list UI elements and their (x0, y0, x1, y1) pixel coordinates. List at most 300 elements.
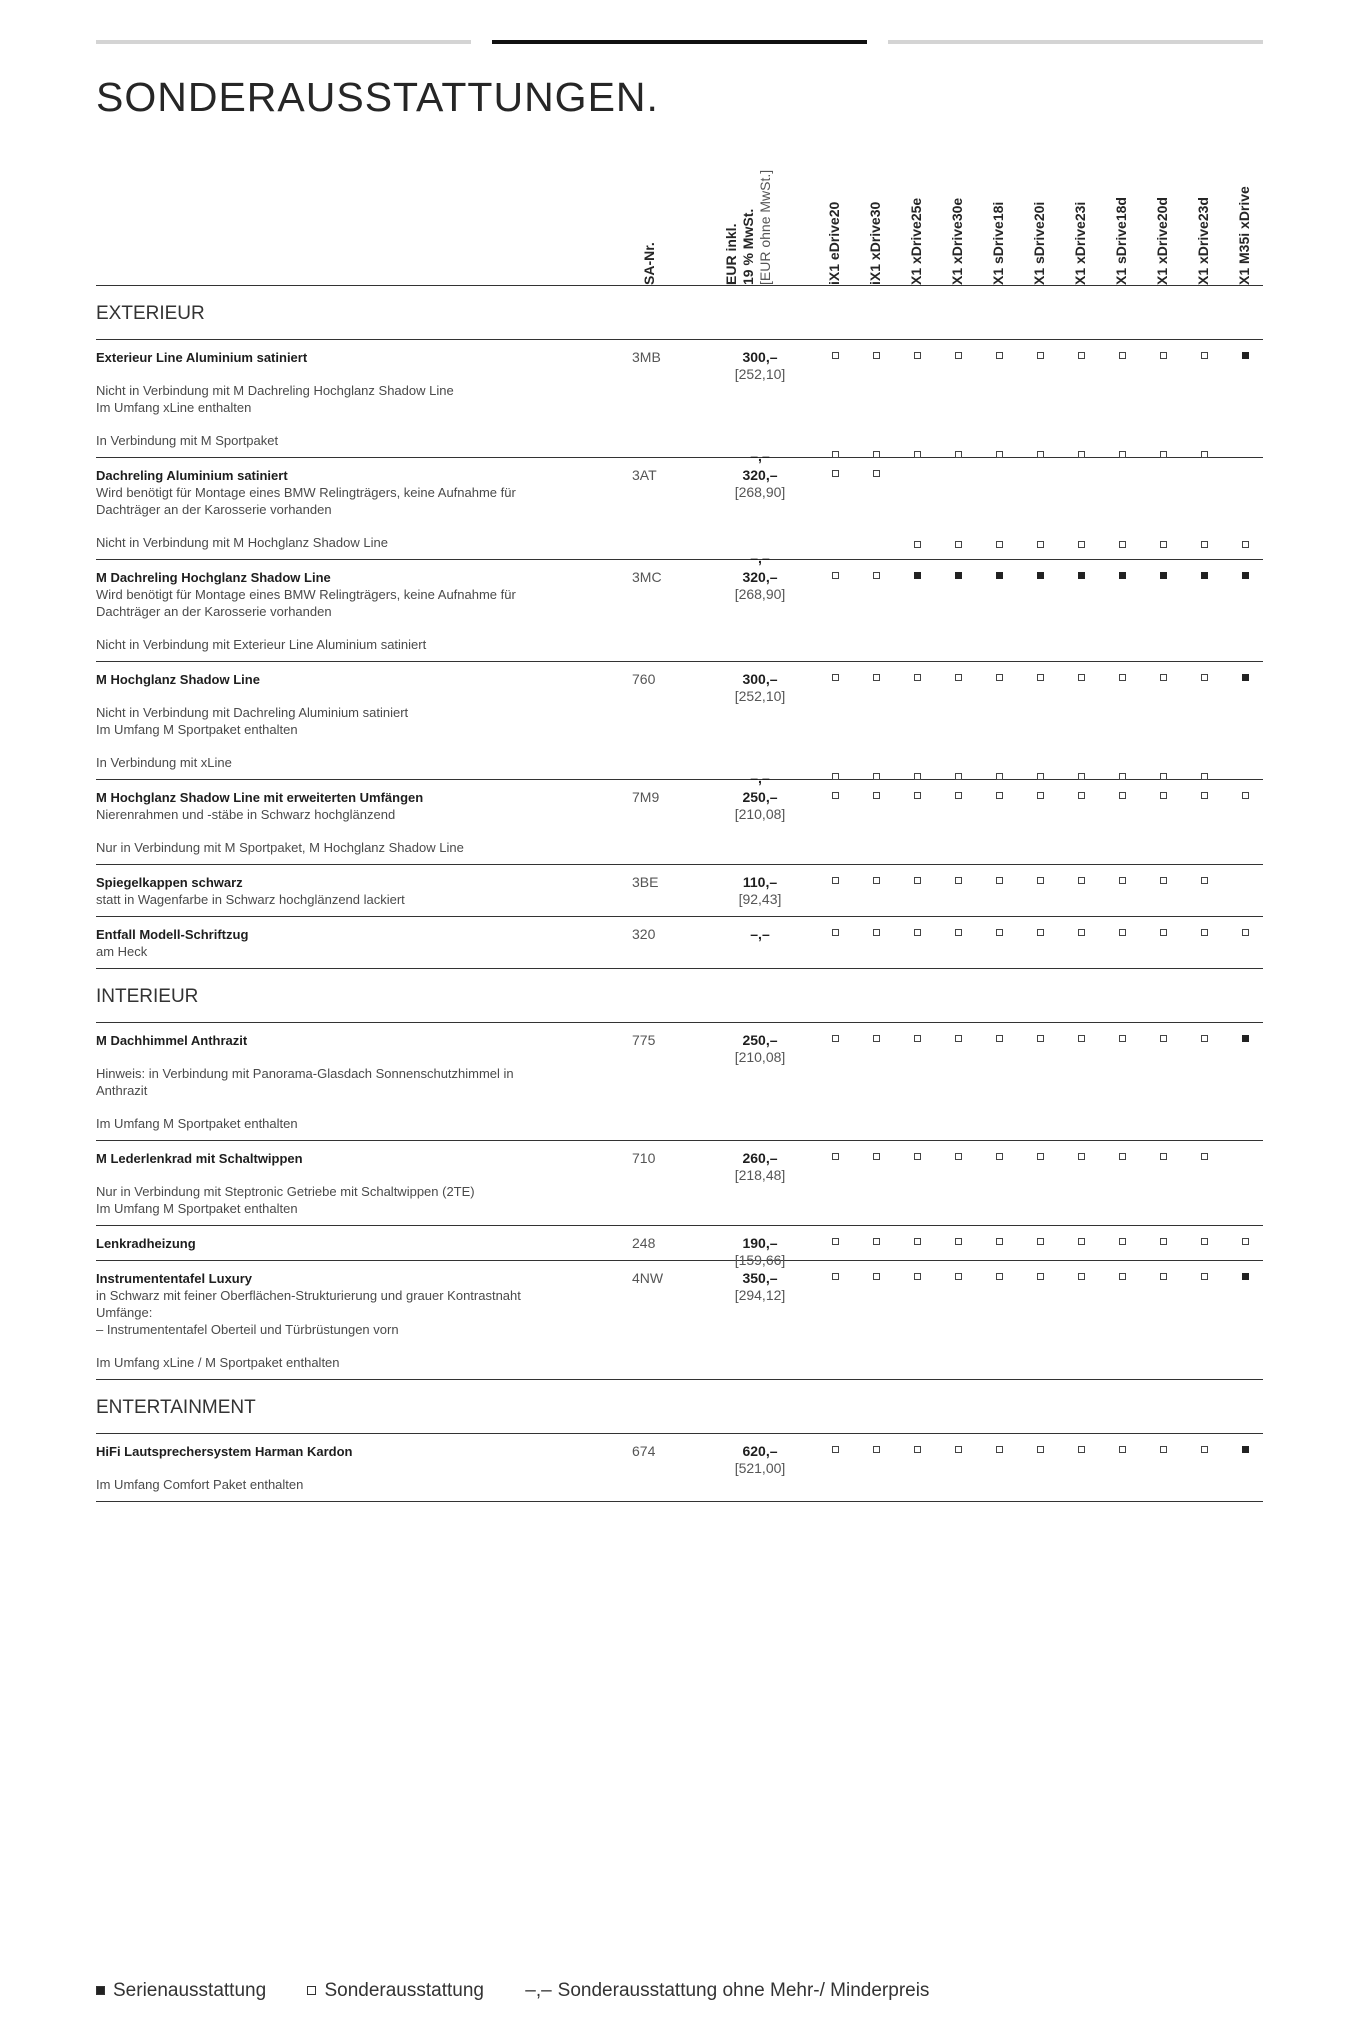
optional-marker (832, 572, 839, 579)
standard-marker (1242, 1273, 1249, 1280)
table-body (96, 286, 1263, 1502)
optional-marker (955, 877, 962, 884)
option-note: statt in Wagenfarbe in Schwarz hochglänzend lackiert (96, 892, 405, 907)
optional-marker (955, 674, 962, 681)
option-note: Im Umfang Comfort Paket enthalten (96, 1477, 304, 1492)
option-row (96, 865, 1263, 917)
option-subrow (96, 1443, 1263, 1493)
option-row (96, 662, 1263, 786)
price-gross: –,– (750, 550, 770, 566)
optional-marker (996, 773, 1003, 780)
optional-marker (1201, 1153, 1208, 1160)
optional-marker (1160, 792, 1167, 799)
optional-marker (996, 1446, 1003, 1453)
optional-marker-icon (307, 1986, 316, 1995)
optional-marker (1037, 1153, 1044, 1160)
optional-marker (1119, 1273, 1126, 1280)
price-cell (712, 1032, 808, 1066)
optional-marker (873, 1273, 880, 1280)
optional-marker (914, 1035, 921, 1042)
section-title: EXTERIEUR (96, 286, 1263, 340)
optional-marker (832, 1446, 839, 1453)
optional-marker (1078, 773, 1085, 780)
optional-marker (1160, 877, 1167, 884)
optional-marker (873, 470, 880, 477)
optional-marker (832, 877, 839, 884)
standard-marker (1037, 572, 1044, 579)
optional-marker (996, 1035, 1003, 1042)
page-title: SONDERAUSSTATTUNGEN. (96, 74, 659, 120)
optional-marker (1160, 1238, 1167, 1245)
optional-marker (1078, 1153, 1085, 1160)
option-subrow (96, 432, 1263, 464)
optional-marker (955, 792, 962, 799)
optional-marker (1119, 1035, 1126, 1042)
standard-marker (1242, 1035, 1249, 1042)
optional-marker (1037, 674, 1044, 681)
optional-marker (996, 352, 1003, 359)
optional-marker (873, 451, 880, 458)
option-subrow (96, 1032, 1263, 1132)
option-row (96, 780, 1263, 865)
header-price-line1: EUR inkl. (723, 223, 739, 285)
price-cell (712, 349, 808, 383)
standard-marker-icon (96, 1986, 105, 1995)
price-gross: 250,– (742, 1032, 778, 1048)
legend-no-charge: –,– Sonderausstattung ohne Mehr-/ Minderpreis (525, 1980, 930, 2001)
option-name: HiFi Lautsprechersystem Harman Kardon (96, 1444, 353, 1459)
optional-marker (955, 773, 962, 780)
price-gross: 350,– (742, 1270, 778, 1286)
option-row (96, 1141, 1263, 1226)
header-model: X1 sDrive18d (1113, 197, 1129, 285)
option-row (96, 1023, 1263, 1141)
price-gross: 320,– (742, 467, 778, 483)
optional-marker (914, 352, 921, 359)
header-model: X1 sDrive20i (1031, 201, 1047, 285)
price-gross: 300,– (742, 349, 778, 365)
price-gross: 250,– (742, 789, 778, 805)
header-model: X1 sDrive18i (990, 201, 1006, 285)
standard-marker (996, 572, 1003, 579)
optional-marker (914, 1446, 921, 1453)
option-note: Wird benötigt für Montage eines BMW Relingträgers, keine Aufnahme für (96, 587, 516, 602)
sa-code: 7M9 (632, 789, 660, 805)
optional-marker (873, 1153, 880, 1160)
optional-marker (873, 877, 880, 884)
option-name: M Hochglanz Shadow Line mit erweiterten Umfängen (96, 790, 424, 805)
option-note: Im Umfang M Sportpaket enthalten (96, 722, 298, 737)
option-row (96, 340, 1263, 464)
option-note: in Schwarz mit feiner Oberflächen-Strukturierung und grauer Kontrastnaht (96, 1288, 521, 1303)
optional-marker (1119, 451, 1126, 458)
standard-marker (1242, 674, 1249, 681)
optional-marker (1201, 1238, 1208, 1245)
optional-marker (1037, 773, 1044, 780)
optional-marker (1160, 1153, 1167, 1160)
option-note: Nierenrahmen und -stäbe in Schwarz hochglänzend (96, 807, 396, 822)
sa-code: 710 (632, 1150, 656, 1166)
optional-marker (955, 1446, 962, 1453)
header-model: X1 xDrive23i (1072, 201, 1088, 285)
option-note: Umfänge: (96, 1305, 153, 1320)
optional-marker (1201, 1446, 1208, 1453)
optional-marker (873, 1446, 880, 1453)
option-note: Wird benötigt für Montage eines BMW Relingträgers, keine Aufnahme für (96, 485, 516, 500)
price-net: [218,48] (734, 1167, 786, 1183)
header-model-cell (1154, 140, 1174, 285)
option-note: Nur in Verbindung mit Steptronic Getriebe mit Schaltwippen (2TE) (96, 1184, 475, 1199)
optional-marker (1037, 541, 1044, 548)
option-note: am Heck (96, 944, 148, 959)
price-net: [210,08] (734, 806, 786, 822)
sa-code: 248 (632, 1235, 656, 1251)
optional-marker (1119, 352, 1126, 359)
option-row (96, 560, 1263, 662)
optional-marker (1160, 674, 1167, 681)
option-name: Entfall Modell-Schriftzug (96, 927, 249, 942)
optional-marker (832, 1035, 839, 1042)
option-note: Nicht in Verbindung mit M Hochglanz Shadow Line (96, 535, 388, 550)
optional-marker (955, 451, 962, 458)
option-subrow (96, 1150, 1263, 1217)
price-cell (712, 1150, 808, 1184)
optional-marker (1078, 877, 1085, 884)
header-sa-nr: SA-Nr. (641, 242, 657, 285)
option-name: M Dachhimmel Anthrazit (96, 1033, 248, 1048)
option-note: Nicht in Verbindung mit Exterieur Line Aluminium satiniert (96, 637, 427, 652)
optional-marker (996, 451, 1003, 458)
optional-marker (1201, 352, 1208, 359)
optional-marker (873, 352, 880, 359)
optional-marker (1078, 541, 1085, 548)
price-cell (712, 671, 808, 705)
options-table (96, 140, 1263, 1502)
optional-marker (914, 541, 921, 548)
price-net: [92,43] (738, 891, 782, 907)
option-subrow (96, 789, 1263, 856)
price-net: [268,90] (734, 484, 786, 500)
optional-marker (1201, 929, 1208, 936)
option-note: Im Umfang M Sportpaket enthalten (96, 1201, 298, 1216)
sa-code: 3BE (632, 874, 659, 890)
optional-marker (996, 541, 1003, 548)
option-note: Dachträger an der Karosserie vorhanden (96, 604, 332, 619)
standard-marker (1201, 572, 1208, 579)
optional-marker (914, 1273, 921, 1280)
optional-marker (1201, 1273, 1208, 1280)
price-gross: 260,– (742, 1150, 778, 1166)
optional-marker (1160, 929, 1167, 936)
optional-marker (955, 352, 962, 359)
optional-marker (1160, 541, 1167, 548)
price-cell (712, 1270, 808, 1304)
option-subrow (96, 349, 1263, 416)
optional-marker (832, 792, 839, 799)
option-row (96, 1434, 1263, 1502)
price-cell (712, 569, 808, 603)
price-gross: 300,– (742, 671, 778, 687)
price-gross: 320,– (742, 569, 778, 585)
optional-marker (1078, 1273, 1085, 1280)
optional-marker (873, 572, 880, 579)
option-row (96, 458, 1263, 566)
optional-marker (996, 1273, 1003, 1280)
optional-marker (832, 470, 839, 477)
header-model-cell (867, 140, 887, 285)
header-model-cell (1031, 140, 1051, 285)
option-subrow (96, 467, 1263, 518)
optional-marker (1037, 1273, 1044, 1280)
option-note: Im Umfang xLine enthalten (96, 400, 252, 415)
header-price-cell (723, 140, 773, 285)
header-sa-nr-cell (641, 140, 661, 285)
option-subrow (96, 1270, 1263, 1371)
optional-marker (914, 1153, 921, 1160)
optional-marker (955, 929, 962, 936)
optional-marker (914, 674, 921, 681)
option-note: Nicht in Verbindung mit M Dachreling Hochglanz Shadow Line (96, 383, 454, 398)
optional-marker (873, 674, 880, 681)
optional-marker (914, 877, 921, 884)
standard-marker (1242, 352, 1249, 359)
optional-marker (1078, 1238, 1085, 1245)
optional-marker (832, 674, 839, 681)
header-price-line3: [EUR ohne MwSt.] (757, 169, 773, 285)
optional-marker (1160, 451, 1167, 458)
header-model: X1 xDrive23d (1195, 197, 1211, 285)
option-subrow (96, 569, 1263, 653)
option-note: In Verbindung mit xLine (96, 755, 232, 770)
option-note: In Verbindung mit M Sportpaket (96, 433, 279, 448)
price-net: [268,90] (734, 586, 786, 602)
optional-marker (1078, 929, 1085, 936)
option-row (96, 1226, 1263, 1268)
optional-marker (1160, 1035, 1167, 1042)
header-model: X1 xDrive30e (949, 197, 965, 285)
optional-marker (1078, 1446, 1085, 1453)
optional-marker (832, 1273, 839, 1280)
price-gross: 620,– (742, 1443, 778, 1459)
sa-code: 674 (632, 1443, 656, 1459)
optional-marker (1242, 929, 1249, 936)
header-model-cell (1236, 140, 1256, 285)
optional-marker (1119, 1238, 1126, 1245)
optional-marker (1119, 792, 1126, 799)
price-net: [521,00] (734, 1460, 786, 1476)
option-name: Lenkradheizung (96, 1236, 196, 1251)
optional-marker (914, 929, 921, 936)
optional-marker (873, 1238, 880, 1245)
price-net: [252,10] (734, 366, 786, 382)
optional-marker (1037, 352, 1044, 359)
optional-marker (996, 1153, 1003, 1160)
standard-marker (914, 572, 921, 579)
sa-code: 3MC (632, 569, 662, 585)
optional-marker (1078, 1035, 1085, 1042)
option-subrow (96, 671, 1263, 738)
sa-code: 3AT (632, 467, 657, 483)
legend (96, 1980, 965, 2002)
price-cell (712, 789, 808, 823)
header-model: X1 M35i xDrive (1236, 186, 1252, 285)
standard-marker (955, 572, 962, 579)
optional-marker (955, 541, 962, 548)
optional-marker (996, 1238, 1003, 1245)
optional-marker (1119, 1153, 1126, 1160)
sa-code: 775 (632, 1032, 656, 1048)
option-note: Nicht in Verbindung mit Dachreling Aluminium satiniert (96, 705, 409, 720)
sa-code: 760 (632, 671, 656, 687)
progress-segment-2-active (492, 40, 867, 44)
optional-marker (1037, 877, 1044, 884)
standard-marker (1078, 572, 1085, 579)
section-title: INTERIEUR (96, 969, 1263, 1023)
optional-marker (914, 1238, 921, 1245)
optional-marker (1119, 877, 1126, 884)
sa-code: 4NW (632, 1270, 664, 1286)
progress-segment-3 (888, 40, 1263, 44)
optional-marker (1242, 1238, 1249, 1245)
optional-marker (955, 1273, 962, 1280)
option-note: – Instrumententafel Oberteil und Türbrüstungen vorn (96, 1322, 399, 1337)
option-note: Nur in Verbindung mit M Sportpaket, M Hochglanz Shadow Line (96, 840, 464, 855)
price-cell (712, 926, 808, 943)
option-name: Spiegelkappen schwarz (96, 875, 243, 890)
option-name: M Hochglanz Shadow Line (96, 672, 260, 687)
optional-marker (996, 674, 1003, 681)
standard-marker (1160, 572, 1167, 579)
price-gross: 190,– (742, 1235, 778, 1251)
option-note: Im Umfang M Sportpaket enthalten (96, 1116, 298, 1131)
price-cell (712, 1443, 808, 1477)
optional-marker (955, 1238, 962, 1245)
optional-marker (832, 451, 839, 458)
option-name: Instrumententafel Luxury (96, 1271, 253, 1286)
optional-marker (1160, 1446, 1167, 1453)
header-model: X1 xDrive25e (908, 197, 924, 285)
optional-marker (1119, 929, 1126, 936)
option-name: Dachreling Aluminium satiniert (96, 468, 288, 483)
standard-marker (1119, 572, 1126, 579)
price-net: [294,12] (734, 1287, 786, 1303)
header-price-line2: 19 % MwSt. (740, 208, 756, 285)
standard-marker (1242, 572, 1249, 579)
optional-marker (1201, 451, 1208, 458)
optional-marker (873, 773, 880, 780)
optional-marker (1037, 1446, 1044, 1453)
optional-marker (1119, 541, 1126, 548)
optional-marker (1037, 1035, 1044, 1042)
legend-optional: Sonderausstattung (307, 1980, 484, 2001)
option-subrow (96, 1235, 1263, 1268)
option-note: Anthrazit (96, 1083, 148, 1098)
section-title: ENTERTAINMENT (96, 1380, 1263, 1434)
price-gross: –,– (750, 448, 770, 464)
legend-standard: Serienausstattung (96, 1980, 266, 2001)
option-row (96, 917, 1263, 969)
optional-marker (873, 1035, 880, 1042)
price-net: [252,10] (734, 688, 786, 704)
sa-code: 320 (632, 926, 656, 942)
optional-marker (1037, 929, 1044, 936)
optional-marker (1037, 1238, 1044, 1245)
optional-marker (996, 877, 1003, 884)
option-subrow (96, 534, 1263, 566)
optional-marker (914, 792, 921, 799)
optional-marker (1201, 541, 1208, 548)
price-gross: 110,– (742, 874, 778, 890)
option-subrow (96, 754, 1263, 786)
price-gross: –,– (750, 926, 770, 942)
optional-marker (914, 451, 921, 458)
option-note: Im Umfang xLine / M Sportpaket enthalten (96, 1355, 340, 1370)
optional-marker (955, 1153, 962, 1160)
price-gross: –,– (750, 770, 770, 786)
optional-marker (1201, 792, 1208, 799)
price-cell (712, 467, 808, 501)
optional-marker (1242, 792, 1249, 799)
optional-marker (996, 792, 1003, 799)
optional-marker (1037, 451, 1044, 458)
optional-marker (873, 792, 880, 799)
option-name: M Dachreling Hochglanz Shadow Line (96, 570, 331, 585)
optional-marker (832, 929, 839, 936)
optional-marker (1078, 352, 1085, 359)
optional-marker (832, 1238, 839, 1245)
optional-marker (1078, 674, 1085, 681)
optional-marker (1160, 773, 1167, 780)
optional-marker (1119, 674, 1126, 681)
header-model-cell (1195, 140, 1215, 285)
optional-marker (1037, 792, 1044, 799)
optional-marker (832, 773, 839, 780)
optional-marker (1242, 541, 1249, 548)
optional-marker (832, 352, 839, 359)
optional-marker (1160, 352, 1167, 359)
option-row (96, 1261, 1263, 1380)
table-header (96, 140, 1263, 286)
optional-marker (1119, 773, 1126, 780)
header-model-cell (826, 140, 846, 285)
optional-marker (1201, 1035, 1208, 1042)
optional-marker (832, 1153, 839, 1160)
optional-marker (873, 929, 880, 936)
price-cell (712, 874, 808, 908)
option-name: Exterieur Line Aluminium satiniert (96, 350, 308, 365)
header-model-cell (990, 140, 1010, 285)
optional-marker (914, 773, 921, 780)
sa-code: 3MB (632, 349, 661, 365)
optional-marker (1078, 451, 1085, 458)
option-name: M Lederlenkrad mit Schaltwippen (96, 1151, 303, 1166)
standard-marker (1242, 1446, 1249, 1453)
optional-marker (1201, 773, 1208, 780)
optional-marker (1201, 674, 1208, 681)
optional-marker (1119, 1446, 1126, 1453)
header-model-cell (1113, 140, 1133, 285)
optional-marker (1201, 877, 1208, 884)
progress-segment-1 (96, 40, 471, 44)
optional-marker (1160, 1273, 1167, 1280)
option-subrow (96, 874, 1263, 908)
price-net: [210,08] (734, 1049, 786, 1065)
price-net: [159,66] (734, 1252, 786, 1268)
optional-marker (1078, 792, 1085, 799)
option-subrow (96, 926, 1263, 960)
optional-marker (955, 1035, 962, 1042)
header-model-cell (1072, 140, 1092, 285)
